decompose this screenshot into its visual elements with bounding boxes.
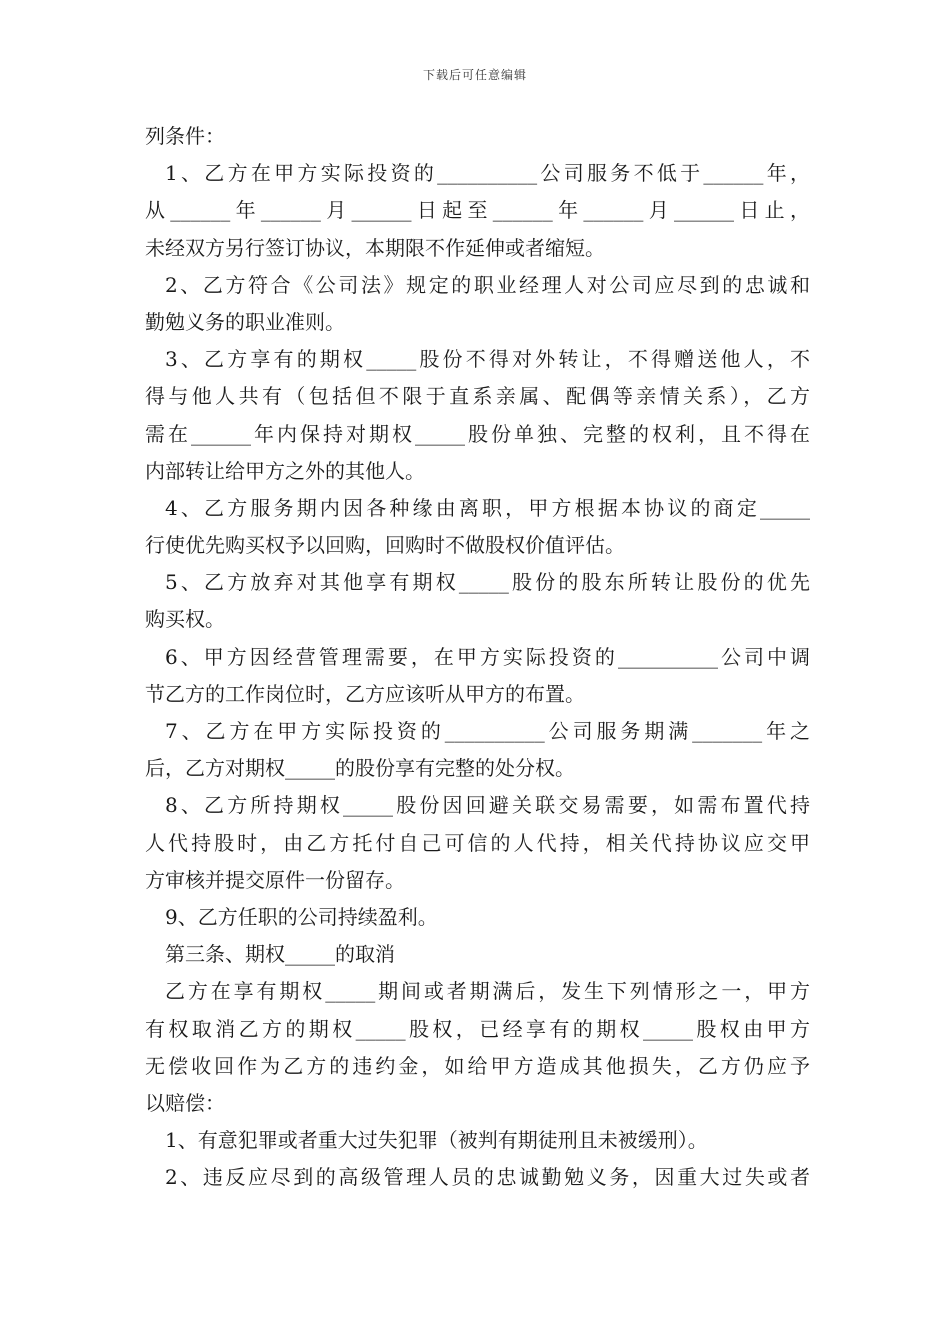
document-line: 方审核并提交原件一份留存。 [145, 867, 405, 892]
document-line: 7、乙方在甲方实际投资的__________公司服务期满_______年之 [165, 719, 810, 743]
document-line: 行使优先购买权予以回购，回购时不做股权价值评估。 [145, 533, 625, 558]
page-header: 下载后可任意编辑 [422, 68, 527, 82]
document-line: 2、违反应尽到的高级管理人员的忠诚勤勉义务，因重大过失或者 [165, 1165, 810, 1190]
document-line: 后，乙方对期权_____的股份享有完整的处分权。 [145, 756, 575, 781]
document-body [145, 118, 810, 1196]
document-line: 6、甲方因经营管理需要，在甲方实际投资的__________公司中调 [165, 644, 810, 669]
document-line: 从______年______月______日起至______年______月______日止， [145, 198, 810, 223]
document-line: 1、乙方在甲方实际投资的__________公司服务不低于______年， [165, 161, 810, 186]
document-line: 节乙方的工作岗位时，乙方应该听从甲方的布置。 [145, 681, 585, 706]
document-line: 9、乙方任职的公司持续盈利。 [165, 904, 438, 929]
document-line: 3、乙方享有的期权_____股份不得对外转让，不得赠送他人，不 [165, 347, 810, 372]
document-line: 勤勉义务的职业准则。 [145, 309, 345, 334]
document-line: 5、乙方放弃对其他享有期权_____股份的股东所转让股份的优先 [165, 570, 810, 595]
document-line: 8、乙方所持期权_____股份因回避关联交易需要，如需布置代持 [165, 793, 810, 818]
document-line: 第三条、期权_____的取消 [165, 942, 395, 967]
document-line: 得与他人共有（包括但不限于直系亲属、配偶等亲情关系），乙方 [145, 384, 810, 409]
document-line: 1、有意犯罪或者重大过失犯罪（被判有期徒刑且未被缓刑）。 [165, 1128, 708, 1153]
document-line: 以赔偿： [145, 1090, 225, 1115]
document-line: 无偿收回作为乙方的违约金，如给甲方造成其他损失，乙方仍应予 [145, 1053, 810, 1078]
document-line: 内部转让给甲方之外的其他人。 [145, 458, 425, 483]
document-line: 2、乙方符合《公司法》规定的职业经理人对公司应尽到的忠诚和 [165, 272, 810, 297]
document-line: 需在______年内保持对期权_____股份单独、完整的权利，且不得在 [145, 421, 810, 446]
document-line: 4、乙方服务期内因各种缘由离职，甲方根据本协议的商定_____ [165, 495, 810, 520]
document-line: 购买权。 [145, 607, 225, 632]
document-line: 列条件： [145, 124, 225, 148]
document-line: 乙方在享有期权_____期间或者期满后，发生下列情形之一，甲方 [165, 979, 810, 1004]
document-line: 未经双方另行签订协议，本期限不作延伸或者缩短。 [145, 235, 605, 260]
document-line: 人代持股时，由乙方托付自己可信的人代持，相关代持协议应交甲 [145, 830, 810, 855]
document-line: 有权取消乙方的期权_____股权，已经享有的期权_____股权由甲方 [145, 1016, 810, 1041]
